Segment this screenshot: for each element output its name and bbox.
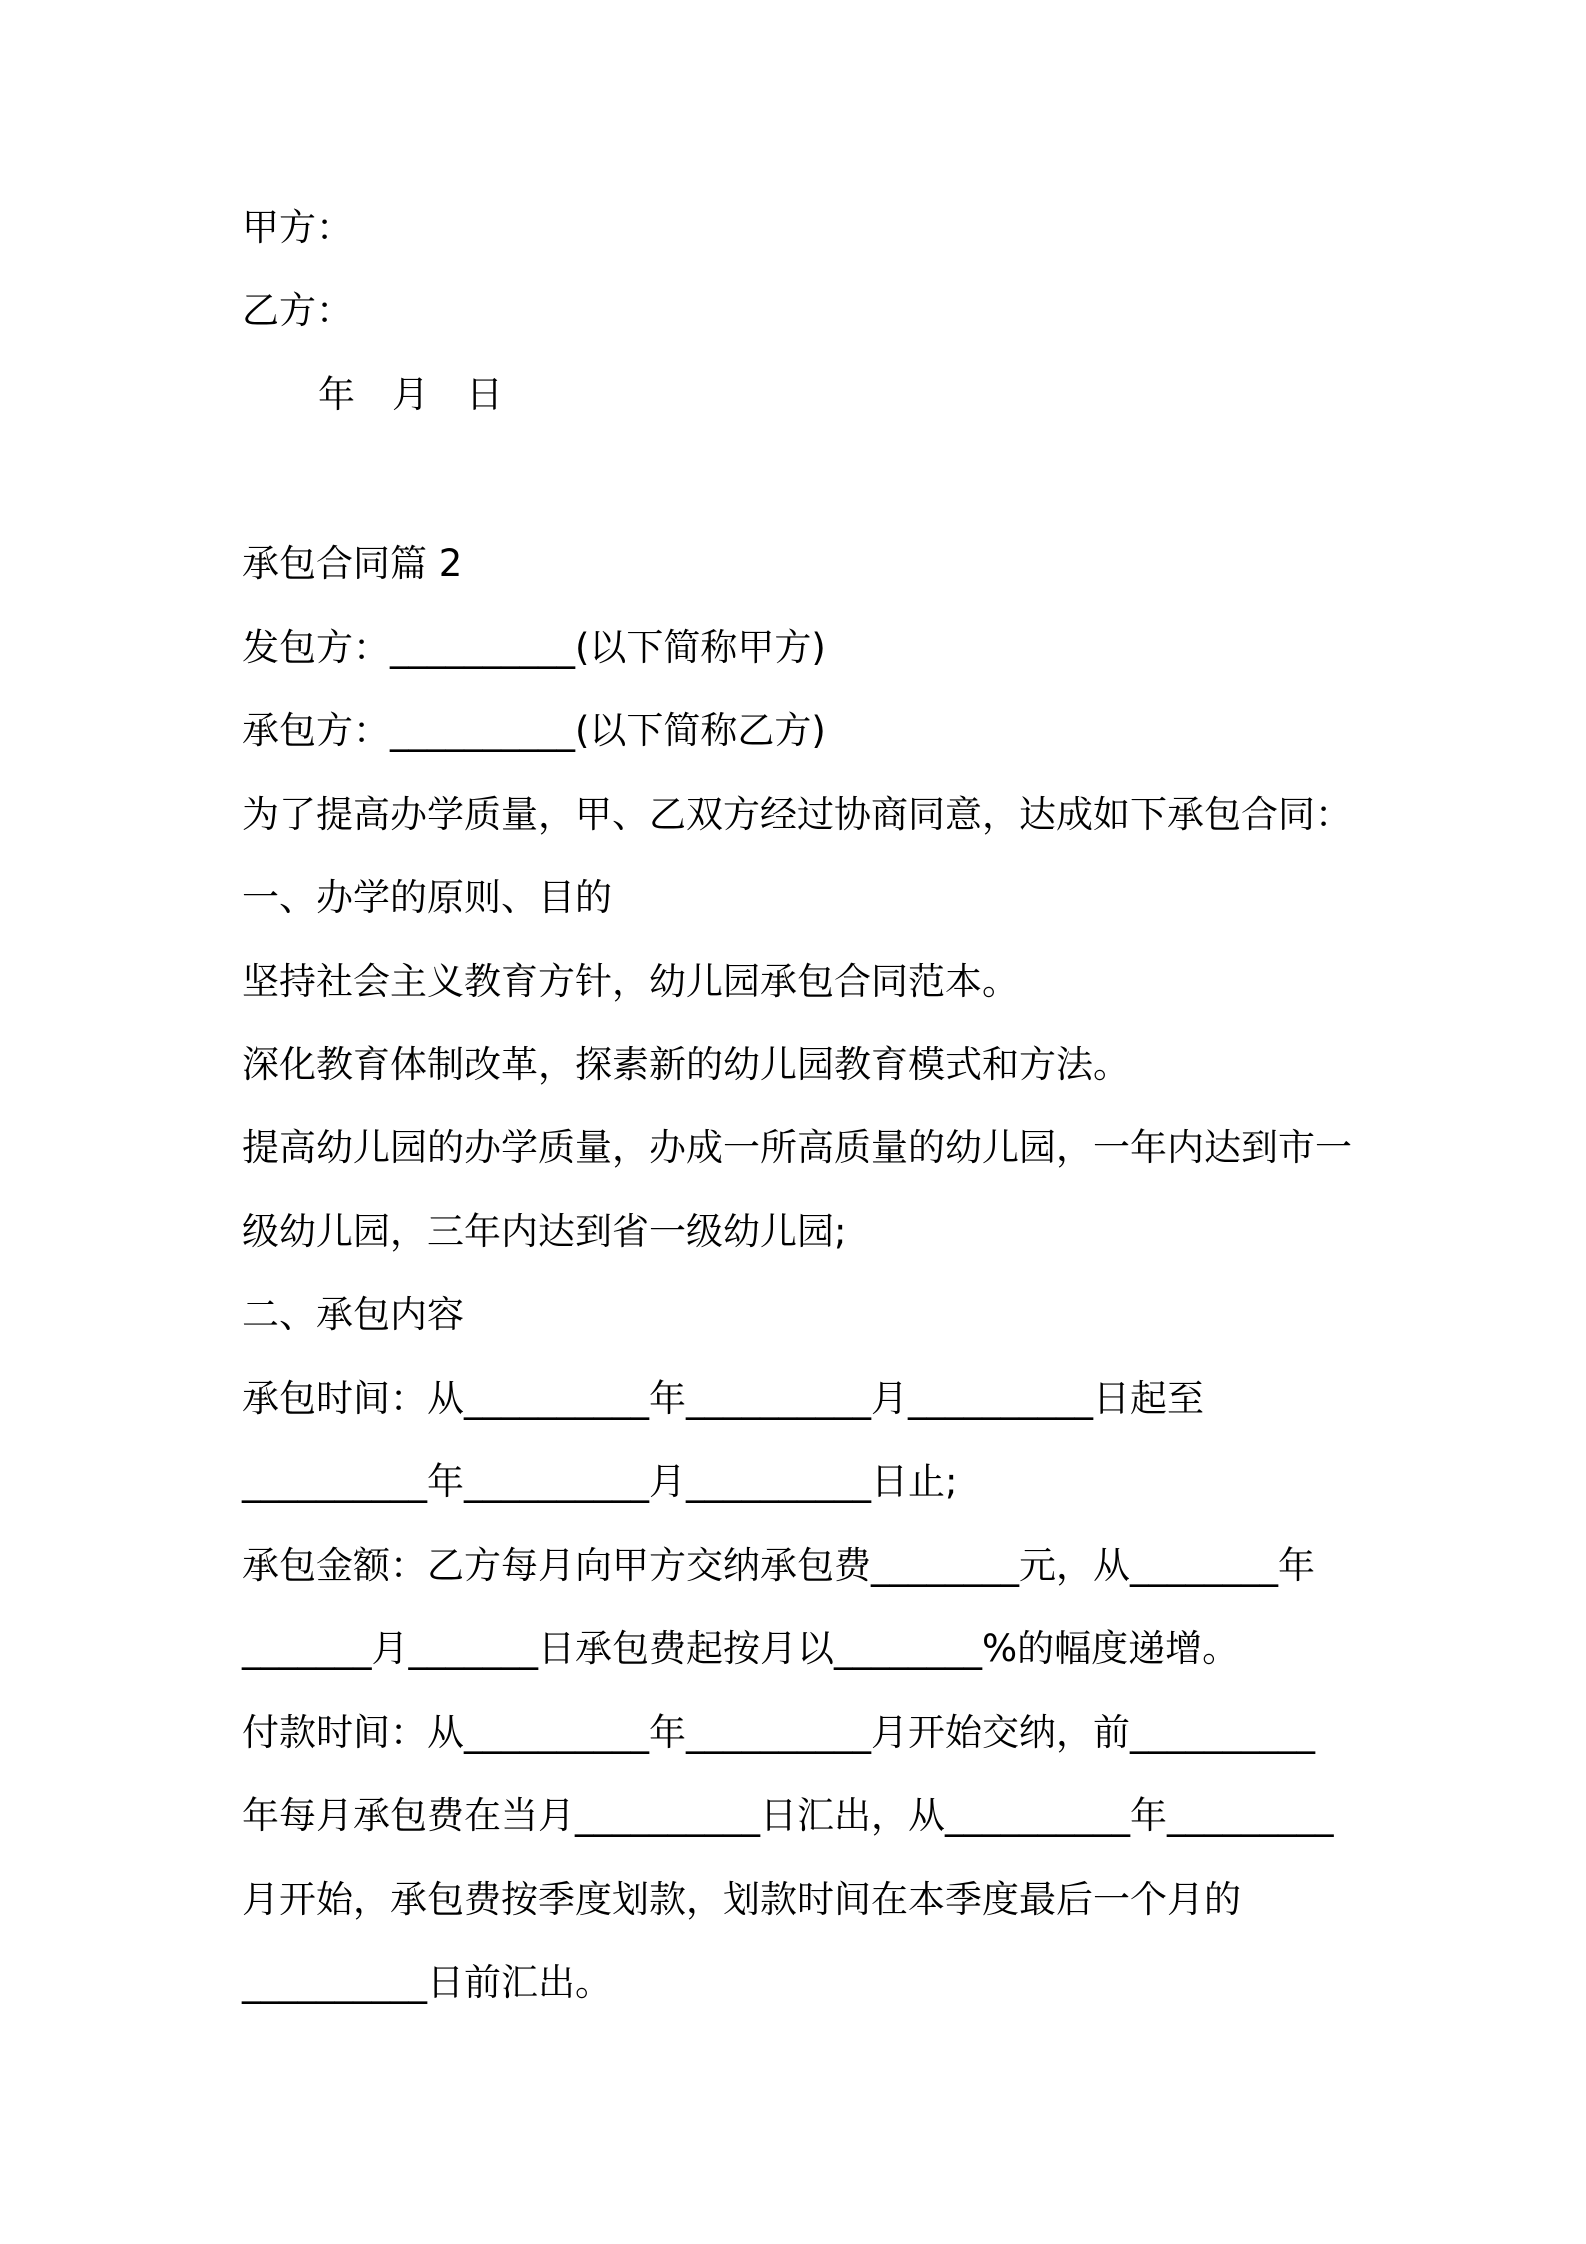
principle-line: 坚持社会主义教育方针，幼儿园承包合同范本。 [242, 960, 1019, 1003]
contractor-line: 承包方：__________(以下简称乙方) [242, 709, 826, 752]
payment-time-continuation-3: __________日前汇出。 [242, 1961, 612, 2004]
party-a-signature-line: 甲方： [242, 206, 353, 249]
quality-goal-line: 提高幼儿园的办学质量，办成一所高质量的幼儿园，一年内达到市一 [242, 1126, 1352, 1169]
employer-line: 发包方：__________(以下简称甲方) [242, 626, 826, 669]
contract-term-line: 承包时间：从__________年__________月__________日起至 [242, 1377, 1204, 1420]
signature-date-line: 年 月 日 [318, 373, 503, 416]
contract-purpose-paragraph: 为了提高办学质量，甲、乙双方经过协商同意，达成如下承包合同： [242, 793, 1352, 836]
contract-amount-continuation: _______月_______日承包费起按月以________%的幅度递增。 [242, 1627, 1240, 1670]
party-b-signature-line: 乙方： [242, 289, 353, 332]
quality-goal-continuation: 级幼儿园，三年内达到省一级幼儿园; [242, 1210, 847, 1253]
payment-time-line: 付款时间：从__________年__________月开始交纳，前__________ [242, 1711, 1315, 1754]
payment-time-continuation-2: 月开始，承包费按季度划款，划款时间在本季度最后一个月的 [242, 1878, 1241, 1921]
contract-term-continuation: __________年__________月__________日止; [242, 1460, 958, 1503]
section-heading-principles: 一、办学的原则、目的 [242, 876, 612, 919]
contract-amount-line: 承包金额：乙方每月向甲方交纳承包费________元，从________年 [242, 1544, 1315, 1587]
payment-time-continuation-1: 年每月承包费在当月__________日汇出，从__________年_________ [242, 1794, 1334, 1837]
contract-title: 承包合同篇 2 [242, 542, 463, 585]
reform-line: 深化教育体制改革，探素新的幼儿园教育模式和方法。 [242, 1043, 1130, 1086]
section-heading-content: 二、承包内容 [242, 1293, 464, 1336]
